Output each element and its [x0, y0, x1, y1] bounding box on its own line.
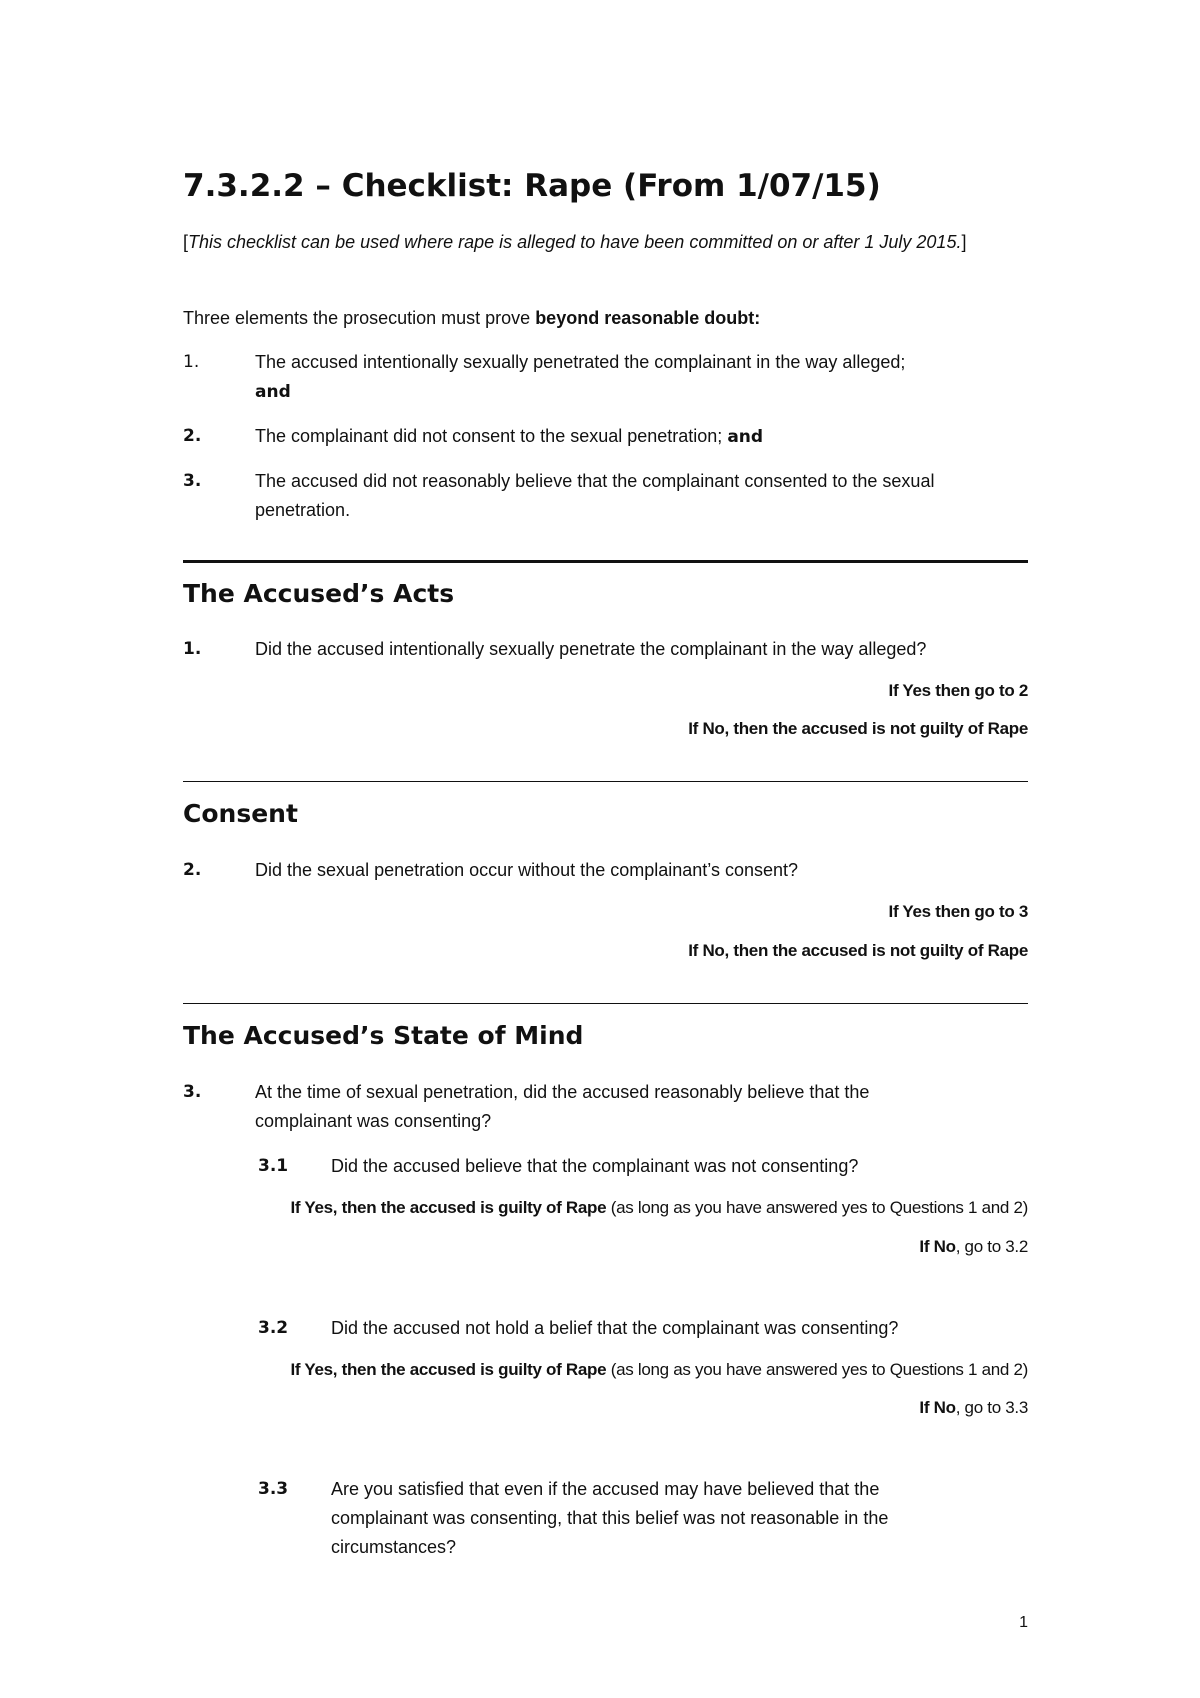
sub-question-number: 3.3 — [258, 1479, 289, 1499]
section-heading-mind: The Accused’s State of Mind — [183, 1021, 584, 1050]
outcome-yes: If Yes, then the accused is guilty of Rape (as long as you have answered yes to Questions 1 and 2) — [290, 1198, 1028, 1217]
sub-question-text: Did the accused believe that the complainant was not consenting? — [331, 1156, 859, 1176]
intro-note — [183, 228, 1013, 257]
section-divider — [183, 1003, 1028, 1004]
sub-question-number: 3.1 — [258, 1156, 289, 1176]
section-heading-consent: Consent — [183, 799, 298, 828]
outcome-yes: If Yes then go to 2 — [888, 681, 1028, 700]
element-number: 2. — [183, 426, 202, 446]
outcome-no: If No, go to 3.3 — [919, 1398, 1028, 1417]
outcome-yes: If Yes then go to 3 — [888, 902, 1028, 921]
lead-text: Three elements the prosecution must prove — [183, 308, 536, 328]
element-suffix: and — [727, 427, 764, 447]
question-number: 3. — [183, 1082, 202, 1102]
section-heading-acts: The Accused’s Acts — [183, 579, 455, 608]
section-divider — [183, 781, 1028, 782]
outcome-yes: If Yes, then the accused is guilty of Rape (as long as you have answered yes to Questions 1 and 2) — [290, 1360, 1028, 1379]
question-text: Did the accused intentionally sexually penetrate the complainant in the way alleged? — [255, 639, 927, 659]
intro-close-bracket: ] — [961, 232, 967, 252]
question-text: Did the sexual penetration occur without the complainant’s consent? — [255, 860, 798, 880]
document-page — [183, 0, 1028, 1698]
element-number: 3. — [183, 471, 202, 491]
section-divider — [183, 560, 1028, 563]
sub-question-number: 3.2 — [258, 1318, 289, 1338]
question-number: 1. — [183, 639, 202, 659]
question-number: 2. — [183, 860, 202, 880]
elements-lead — [183, 304, 760, 333]
element-text: The accused did not reasonably believe that the complainant consented to the sexual penetration. — [255, 471, 935, 520]
outcome-no: If No, then the accused is not guilty of Rape — [688, 719, 1028, 738]
outcome-no: If No, go to 3.2 — [919, 1237, 1028, 1256]
sub-question-text: Are you satisfied that even if the accused may have believed that the complainant was consenting, that this belief was not reasonable in the circumstances? — [331, 1479, 889, 1557]
lead-bold: beyond reasonable doubt: — [535, 308, 761, 328]
element-suffix: and — [255, 382, 291, 402]
element-text: The accused intentionally sexually penetrated the complainant in the way alleged; and — [255, 352, 906, 402]
element-number: 1. — [183, 352, 200, 372]
intro-open-bracket: [ — [183, 232, 189, 252]
page-title: 7.3.2.2 – Checklist: Rape (From 1/07/15) — [183, 168, 881, 204]
outcome-no: If No, then the accused is not guilty of Rape — [688, 941, 1028, 960]
page-number: 1 — [1019, 1614, 1028, 1631]
sub-question-text: Did the accused not hold a belief that the complainant was consenting? — [331, 1318, 899, 1338]
intro-text: This checklist can be used where rape is alleged to have been committed on or after 1 July 2015. — [188, 232, 962, 252]
question-text: At the time of sexual penetration, did the accused reasonably believe that the complainant was consenting? — [255, 1082, 870, 1131]
element-text: The complainant did not consent to the sexual penetration; and — [255, 426, 764, 447]
